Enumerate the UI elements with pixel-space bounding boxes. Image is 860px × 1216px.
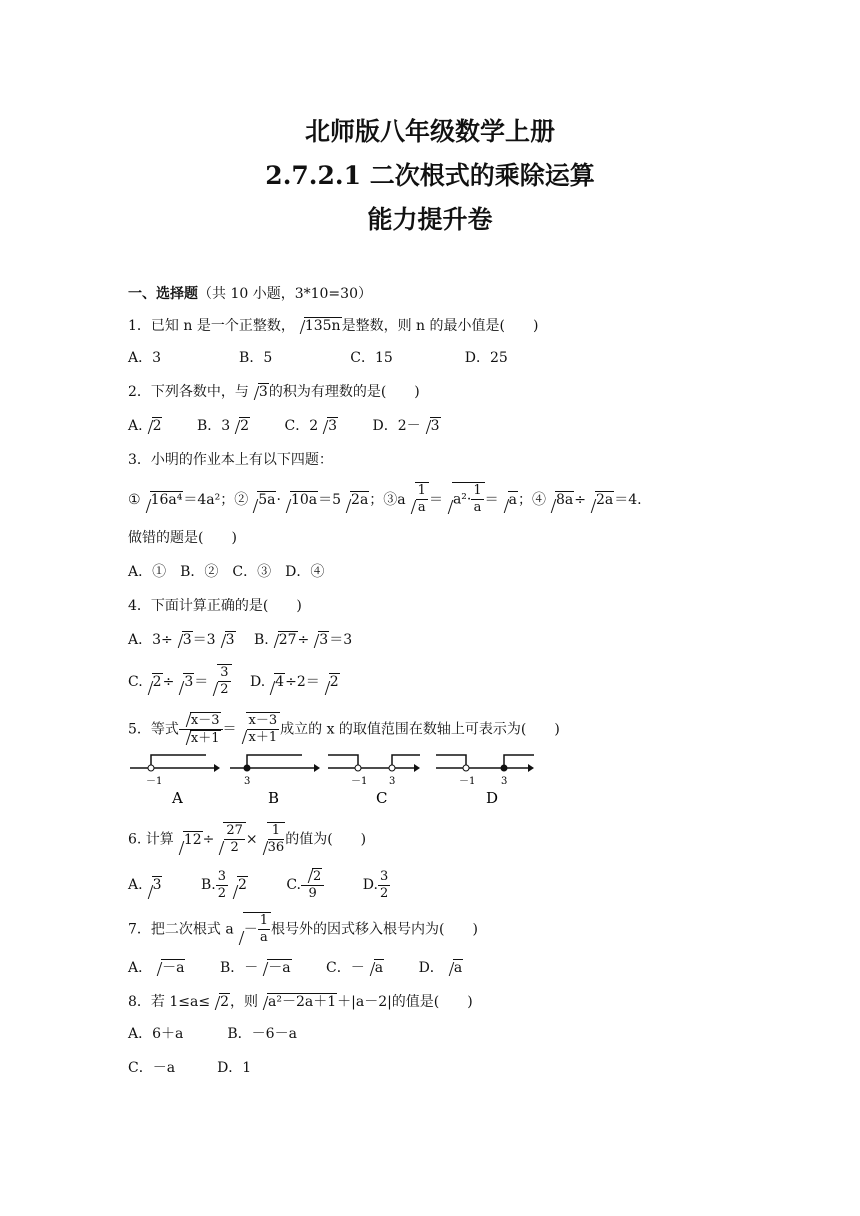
q7-options [128, 958, 463, 978]
q2-stem: 2．下列各数中，与 [128, 384, 249, 400]
q1-option-a[interactable]: A．3 [128, 350, 162, 366]
tick-label: －1 [459, 776, 476, 787]
q4-option-d[interactable]: D. 4÷2＝ 2 [250, 674, 340, 690]
q1-option-d[interactable]: D．25 [464, 350, 508, 366]
tick-label: －1 [146, 776, 163, 787]
q2-option-d[interactable]: D．2－ 3 [372, 418, 440, 434]
question-2 [128, 382, 420, 402]
question-7: 7．把二次根式 a － $\frac{1}{a}$ 根号外的因式移入根号内为( ) [128, 913, 478, 945]
q7-option-b[interactable]: B．－ －a [219, 960, 291, 976]
question-4: 4．下面计算正确的是( ) [128, 598, 302, 614]
q3-item-2: ② 5a· 10a＝5 2a； [234, 492, 383, 508]
q1-stem: 1．已知 n 是一个正整数， [128, 318, 295, 334]
tick-label: －1 [351, 776, 368, 787]
q8-option-a[interactable]: A．6＋a [128, 1026, 184, 1042]
section-note: （共 10 小题，3*10=30） [198, 286, 372, 302]
q1-radical: 135n [296, 316, 342, 336]
q4-option-c[interactable]: C. 2÷ 3＝ $\frac{3}{2}$ [128, 674, 232, 690]
q8-options-ab [128, 1024, 297, 1044]
q8-option-d[interactable]: D．1 [217, 1060, 252, 1076]
q8-options-cd [128, 1058, 251, 1078]
q3-option-b[interactable]: B．② [180, 564, 219, 580]
q2-options [128, 416, 441, 436]
option-letter: B [268, 789, 280, 807]
number-line-b[interactable] [230, 754, 320, 808]
q1-stem-end: 是整数，则 n 的最小值是( ) [341, 318, 539, 334]
option-letter: C [376, 789, 388, 807]
option-letter: A [172, 789, 183, 807]
q6-option-a[interactable]: A. 3 [128, 877, 162, 893]
q2-stem-end: 的积为有理数的是( ) [268, 384, 420, 400]
q7-option-c[interactable]: C．－ a [326, 960, 384, 976]
section-heading [128, 284, 372, 304]
q7-option-a[interactable]: A． －a [128, 960, 185, 976]
q6-option-b[interactable]: B. $\frac{3}{2}$ 2 [200, 868, 247, 901]
number-line-a[interactable] [130, 754, 220, 808]
option-letter: D [486, 789, 499, 807]
q2-option-a[interactable]: A. 2 [128, 418, 162, 434]
q2-option-c[interactable]: C．2 3 [284, 418, 338, 434]
q3-option-a[interactable]: A．① [128, 564, 167, 580]
q3-ask: 做错的题是( ) [128, 530, 237, 546]
q5-lhs: $\frac{x-3}{x+1}$ [179, 712, 223, 747]
q3-option-d[interactable]: D．④ [285, 564, 325, 580]
tick-label: 3 [501, 776, 508, 787]
number-line-c[interactable] [328, 754, 420, 808]
question-5: 5．等式 $\frac{x-3}{x+1}$ ＝ $\frac{x-3}{x+1}$ 成立的 x 的取值范围在数轴上可表示为( ) [128, 713, 560, 746]
q3-items [128, 482, 642, 516]
q1-options [128, 348, 508, 368]
q7-option-d[interactable]: D． a [418, 960, 463, 976]
section-name: 一、选择题 [128, 286, 198, 302]
paper-subtitle: 能力提升卷 [367, 205, 493, 234]
q4-option-a[interactable]: A．3÷ 3＝3 3 [128, 632, 235, 648]
tick-label: 3 [389, 776, 396, 787]
q1-option-b[interactable]: B．5 [239, 350, 273, 366]
q6-option-c[interactable]: C. $\frac{2}{9}$ [286, 877, 324, 893]
q4-options-cd [128, 664, 340, 698]
q2-radical: 3 [250, 382, 269, 402]
q4-options-ab [128, 630, 352, 650]
q3-item-1: ① 16a⁴＝4a²； [128, 492, 234, 508]
q3-item-3: ③a $\frac{1}{a}$ ＝ a²· $\frac{1}{a}$ ＝ a； [383, 483, 532, 515]
question-6: 6. 计算 12÷ $\frac{27}{2}$ × $\frac{1}{36}$ 的值为( ) [128, 823, 367, 855]
q3-item-4: ④ 8a÷ 2a＝4. [532, 492, 642, 508]
q6-option-d[interactable]: D. $\frac{3}{2}$ [362, 868, 389, 901]
q4-option-b[interactable]: B. 27÷ 3＝3 [253, 632, 353, 648]
lesson-title: 2.7.2.1 二次根式的乘除运算 [265, 161, 595, 190]
number-line-d[interactable] [436, 754, 534, 808]
q3-option-c[interactable]: C．③ [232, 564, 272, 580]
q1-option-c[interactable]: C．15 [350, 350, 393, 366]
q3-options [128, 562, 324, 582]
question-8: 8．若 1≤a≤ 2，则 a²－2a＋1＋|a－2|的值是( ) [128, 994, 473, 1010]
q8-option-b[interactable]: B．－6－a [227, 1026, 297, 1042]
q5-rhs: $\frac{x-3}{x+1}$ [238, 712, 281, 746]
q6-options [128, 868, 390, 902]
question-1 [128, 316, 538, 336]
q8-option-c[interactable]: C．－a [128, 1060, 176, 1076]
q2-option-b[interactable]: B．3 2 [196, 418, 250, 434]
paper-title: 北师版八年级数学上册 [304, 117, 555, 146]
question-3: 3．小明的作业本上有以下四题： [128, 452, 333, 468]
tick-label: 3 [244, 776, 251, 787]
